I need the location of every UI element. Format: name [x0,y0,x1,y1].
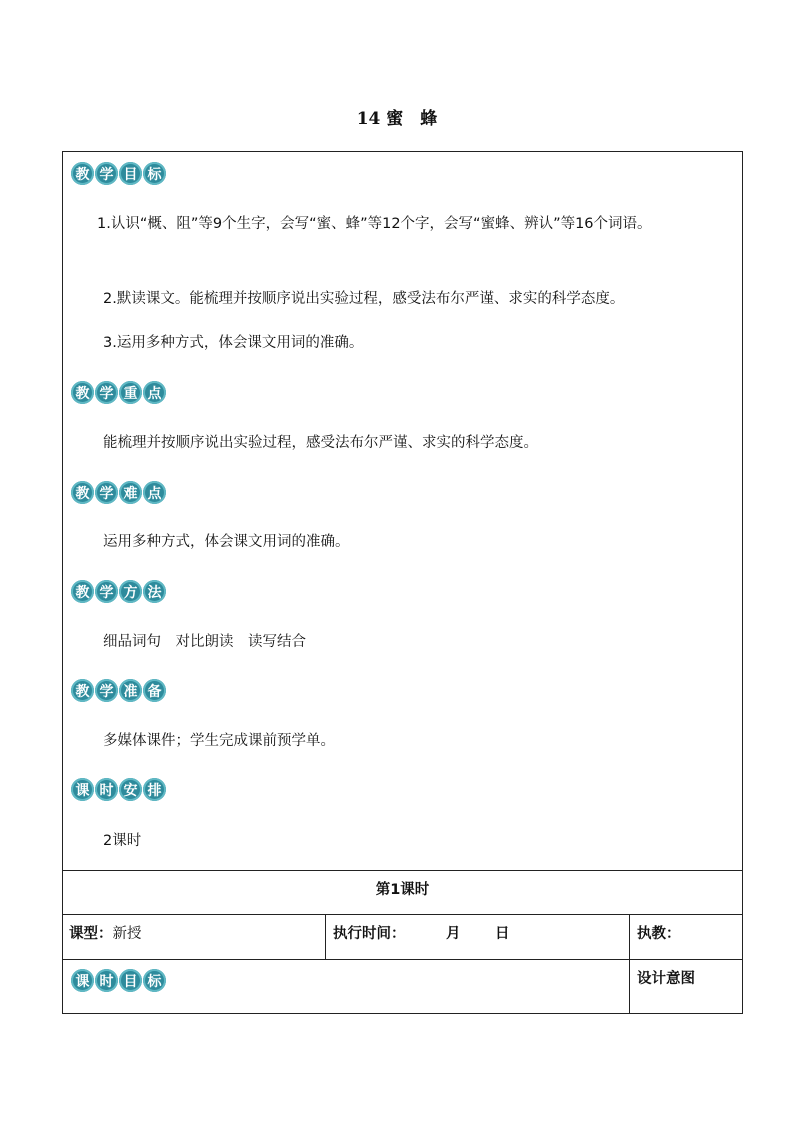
goal-item-3: 3.运用多种方式，体会课文用词的准确。 [103,335,364,351]
heading-char: 排 [143,778,166,801]
heading-char: 课 [71,969,94,992]
heading-char: 标 [143,969,166,992]
section-heading-schedule [71,778,166,801]
heading-char: 点 [143,481,166,504]
heading-char: 教 [71,580,94,603]
heading-char: 目 [119,162,142,185]
heading-char: 难 [119,481,142,504]
execution-time-label: 执行时间： [333,926,406,942]
row-divider [63,959,742,960]
heading-char: 点 [143,381,166,404]
heading-char: 目 [119,969,142,992]
heading-char: 备 [143,679,166,702]
section-heading-goals [71,162,166,185]
column-divider [629,914,630,1014]
key-points-text: 能梳理并按顺序说出实验过程，感受法布尔严谨、求实的科学态度。 [103,435,538,451]
preparation-text: 多媒体课件；学生完成课前预学单。 [103,733,335,749]
heading-char: 学 [95,580,118,603]
heading-char: 方 [119,580,142,603]
heading-char: 学 [95,381,118,404]
page-title: 14 蜜 蜂 [356,109,438,129]
heading-char: 学 [95,481,118,504]
heading-char: 学 [95,162,118,185]
lesson-type-label: 课型： [69,926,113,942]
section-heading-methods [71,580,166,603]
heading-char: 学 [95,679,118,702]
column-divider [325,914,326,959]
schedule-text: 2课时 [103,833,142,849]
heading-char: 重 [119,381,142,404]
difficulties-text: 运用多种方式，体会课文用词的准确。 [103,534,350,550]
section-heading-key-points [71,381,166,404]
month-label: 月 [446,926,461,942]
row-divider [63,870,742,871]
heading-char: 安 [119,778,142,801]
design-intent-label: 设计意图 [637,971,695,987]
heading-char: 教 [71,162,94,185]
section-heading-preparation [71,679,166,702]
methods-text: 细品词句 对比朗读 读写结合 [103,634,306,650]
day-label: 日 [495,926,510,942]
section-heading-lesson-goals [71,969,166,992]
heading-char: 法 [143,580,166,603]
lesson-type-value: 新授 [112,926,142,942]
lesson-plan-table [62,151,743,1014]
heading-char: 教 [71,679,94,702]
goal-item-2: 2.默读课文。能梳理并按顺序说出实验过程，感受法布尔严谨、求实的科学态度。 [103,291,625,307]
heading-char: 教 [71,381,94,404]
heading-char: 标 [143,162,166,185]
heading-char: 准 [119,679,142,702]
lesson-type-cell [69,922,142,943]
heading-char: 时 [95,778,118,801]
heading-char: 课 [71,778,94,801]
section-heading-difficulties [71,481,166,504]
heading-char: 时 [95,969,118,992]
row-divider [63,914,742,915]
teacher-label: 执教： [637,926,681,942]
heading-char: 教 [71,481,94,504]
goal-item-1: 1.认识“概、阻”等9个生字，会写“蜜、蜂”等12个字，会写“蜜蜂、辨认”等16个词语。 [97,216,652,232]
lesson-title: 第1课时 [375,882,430,898]
